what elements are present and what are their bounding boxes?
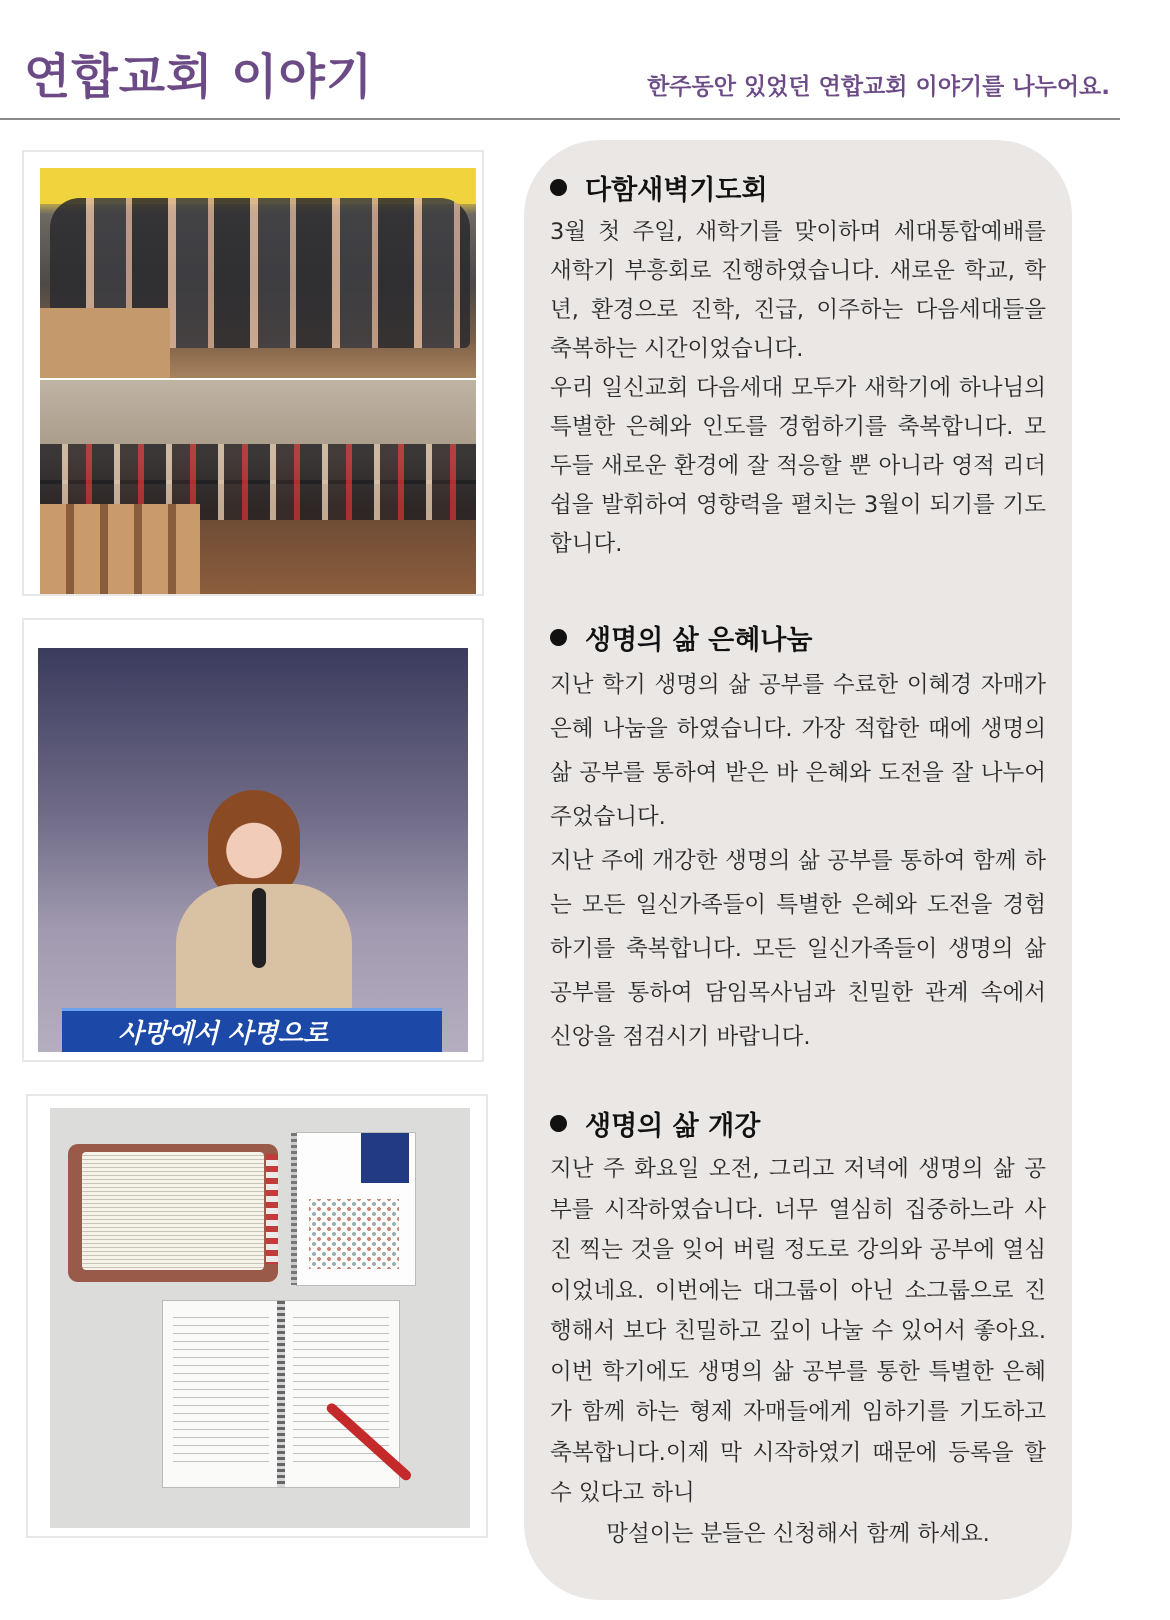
section-body: [550, 213, 1046, 564]
section-heading-text: 생명의 삶 은혜나눔: [585, 625, 813, 656]
book-spine: [291, 1133, 297, 1285]
notebook-spiral: [277, 1301, 285, 1487]
news-panel: [524, 140, 1072, 1600]
section-paragraph: 지난 주에 개강한 생명의 삶 공부를 통하여 함께 하는 모든 일신가족들이 특별한 은혜와 도전을 경험하기를 축복합니다. 모든 일신가족들이 생명의 삶 공부를 통하여 담임목사님과 친밀한 관계 속에서 신앙을 점검시기 바랍니다.: [550, 848, 1046, 1050]
section-paragraph: 우리 일신교회 다음세대 모두가 새학기에 하나님의 특별한 은혜와 인도를 경험하기를 축복합니다. 모두들 새로운 환경에 잘 적응할 뿐 아니라 영적 리더쉽을 발휘하여 영향력을 펼치는 3월이 되기를 기도합니다.: [550, 375, 1046, 557]
microphone-icon: [252, 888, 266, 968]
book-cover-badge: [361, 1133, 409, 1183]
section-heading: [550, 618, 1046, 657]
header-divider: [0, 118, 1120, 120]
section-heading-text: 생명의 삶 개강: [585, 1111, 761, 1142]
study-book-icon: [296, 1132, 416, 1286]
bible-pages: [82, 1152, 264, 1270]
photo-caption-text: 사망에서 사명으로: [118, 1019, 328, 1049]
photo-frame-youth: [22, 150, 484, 596]
bullet-icon: [550, 629, 567, 646]
photo-frame-study: [26, 1094, 488, 1538]
section-paragraph: 지난 주 화요일 오전, 그리고 저녁에 생명의 삶 공부를 시작하였습니다. 너무 열심히 집중하느라 사진 찍는 것을 잊어 버릴 정도로 강의와 공부에 열심이었네요. 이번에는 대그룹이 아닌 소그룹으로 진행해서 보다 친밀하고 깊이 나눌 수 있어서 좋아요. 이번 학기에도 생명의 삶 공부를 통한 특별한 은혜가 함께 하는 형제 자매들에게 임하기를 기도하고 축복합니다.이제 막 시작하였기 때문에 등록을 할 수 있다고 하니: [550, 1156, 1046, 1506]
section-paragraph: 3월 첫 주일, 새학기를 맞이하며 세대통합예배를 새학기 부흥회로 진행하였습니다. 새로운 학교, 학년, 환경으로 진학, 진급, 이주하는 다음세대들을 축복하는 시간이었습니다.: [550, 219, 1046, 362]
photo-speaker: [38, 648, 468, 1052]
photo-frame-testimony: [22, 618, 484, 1062]
photo-chapel-row: [40, 444, 476, 484]
page-subtitle: 한주동안 있었던 연합교회 이야기를 나누어요.: [647, 74, 1110, 100]
section-paragraph: 망설이는 분들은 신청해서 함께 하세요.: [606, 1520, 990, 1547]
notebook-icon: [162, 1300, 400, 1488]
section-heading: [550, 168, 1046, 207]
bible-icon: [68, 1144, 278, 1282]
notebook-lines-left: [173, 1317, 269, 1467]
news-section: [550, 168, 1046, 564]
news-section: [550, 618, 1046, 1059]
photo-study-books: [50, 1108, 470, 1528]
photo-cafe-group: [40, 168, 476, 378]
news-section: [550, 1104, 1046, 1554]
photo-cafe-table: [40, 308, 170, 378]
photo-chapel-pew: [40, 504, 200, 594]
page-title: 연합교회 이야기: [24, 49, 374, 105]
bible-tabs: [266, 1154, 278, 1264]
section-heading: [550, 1104, 1046, 1143]
bullet-icon: [550, 179, 567, 196]
section-body: [550, 663, 1046, 1059]
bullet-icon: [550, 1115, 567, 1132]
book-cover-dots: [309, 1199, 399, 1269]
section-heading-text: 다함새벽기도회: [585, 175, 768, 206]
section-paragraph: 지난 학기 생명의 삶 공부를 수료한 이혜경 자매가 은혜 나눔을 하였습니다. 가장 적합한 때에 생명의 삶 공부를 통하여 받은 바 은혜와 도전을 잘 나누어 주었습니다.: [550, 672, 1046, 830]
section-body: [550, 1149, 1046, 1554]
photo-chapel-worship: [40, 380, 476, 594]
photo-caption-banner: [62, 1008, 442, 1052]
